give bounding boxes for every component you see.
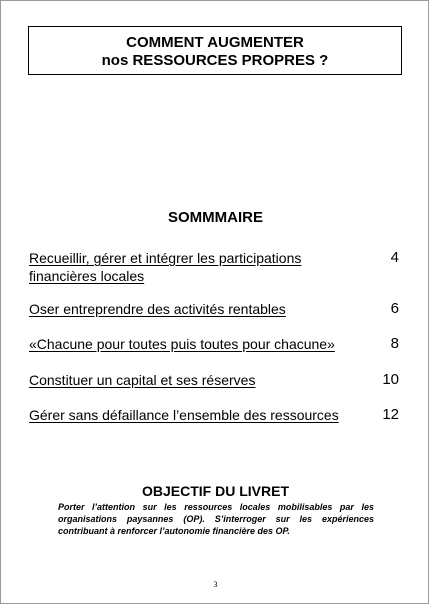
title-line-1: COMMENT AUGMENTER — [126, 34, 304, 51]
toc-item-4[interactable] — [29, 371, 399, 389]
title-line-2: nos RESSOURCES PROPRES ? — [101, 52, 329, 69]
toc-item-label[interactable]: Constituer un capital et ses réserves — [29, 372, 256, 388]
toc-item-page: 4 — [390, 249, 399, 266]
toc-item-page: 12 — [382, 406, 399, 423]
toc-item-page: 8 — [390, 335, 399, 352]
toc-item-page: 10 — [382, 371, 399, 388]
toc-item-label[interactable]: Gérer sans défaillance l’ensemble des ressources — [29, 407, 339, 423]
page-number: 3 — [213, 580, 218, 589]
toc-item-1[interactable] — [29, 249, 399, 285]
objectif-heading: OBJECTIF DU LIVRET — [141, 483, 289, 499]
toc-item-label[interactable]: «Chacune pour toutes puis toutes pour chacune» — [29, 336, 335, 352]
toc-item-5[interactable] — [29, 406, 399, 424]
toc-item-label[interactable]: Oser entreprendre des activités rentables — [29, 301, 286, 317]
toc-item-label[interactable]: Recueillir, gérer et intégrer les participations financières locales — [29, 250, 302, 284]
title-box — [28, 26, 402, 75]
sommaire-heading: SOMMMAIRE — [168, 209, 263, 226]
toc-item-2[interactable] — [29, 300, 399, 318]
toc-item-page: 6 — [390, 300, 399, 317]
toc-item-3[interactable] — [29, 335, 399, 353]
objectif-text: Porter l’attention sur les ressources locales mobilisables par les organisations paysannes (OP). S’interroger sur les expériences contribuant à renforcer l’autonomie financière des OP. — [58, 502, 374, 536]
